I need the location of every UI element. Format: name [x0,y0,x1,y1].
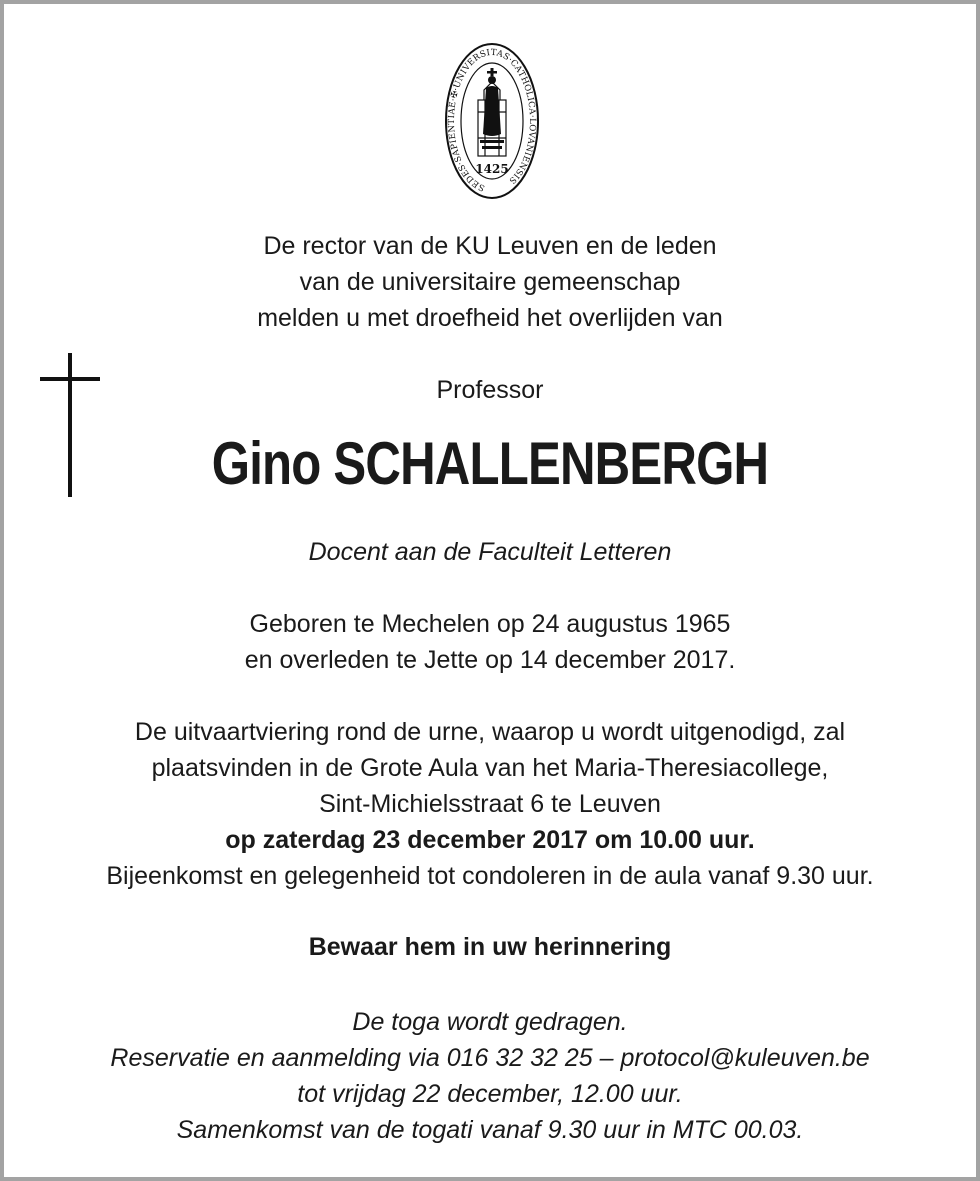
toga-line-1: De toga wordt gedragen. [352,1008,628,1036]
person-position: Docent aan de Faculteit Letteren [308,538,672,566]
ceremony-line-1: De uitvaartviering rond de urne, waarop u wordt uitgenodigd, zal [134,718,846,746]
person-name: Gino SCHALLENBERGH [211,430,769,497]
header-line-3: melden u met droefheid het overlijden van [257,304,723,332]
ceremony-address: Sint-Michielsstraat 6 te Leuven [319,790,661,818]
university-seal-logo [444,42,540,200]
toga-reservation-line: Reservatie en aanmelding via 016 32 32 25 – protocol@kuleuven.be [110,1044,870,1072]
seal-arc-text: SEDES·SAPIENTIAE·✠·UNIVERSITAS·CATHOLICA·LOVANIENSIS [446,47,538,193]
header-line-2: van de universitaire gemeenschap [299,268,681,296]
header-line-1: De rector van de KU Leuven en de leden [263,232,717,260]
remembrance-line: Bewaar hem in uw herinnering [308,933,672,961]
toga-meeting-line: Samenkomst van de togati vanaf 9.30 uur in MTC 00.03. [176,1116,804,1144]
person-title: Professor [436,376,544,404]
toga-deadline-line: tot vrijdag 22 december, 12.00 uur. [297,1080,683,1108]
ceremony-line-2: plaatsvinden in de Grote Aula van het Maria-Theresiacollege, [151,754,829,782]
death-line: en overleden te Jette op 14 december 2017. [244,646,736,674]
ceremony-datetime: op zaterdag 23 december 2017 om 10.00 uur. [225,826,755,854]
seal-year: 1425 [475,162,509,176]
birth-line: Geboren te Mechelen op 24 augustus 1965 [249,610,731,638]
gathering-line: Bijeenkomst en gelegenheid tot condoleren in de aula vanaf 9.30 uur. [106,862,874,890]
